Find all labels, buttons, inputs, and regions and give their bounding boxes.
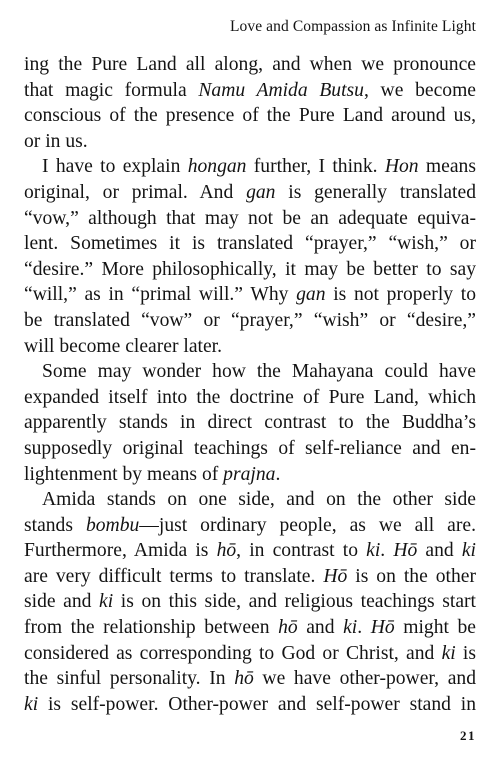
text-line bbox=[24, 487, 476, 513]
text-segment: supposedly original teachings of self-reliance and en- bbox=[24, 437, 476, 459]
text-segment: and bbox=[417, 540, 462, 562]
text-segment: is not properly to bbox=[325, 284, 476, 306]
text-line bbox=[24, 666, 476, 692]
body-text bbox=[24, 52, 476, 717]
italic-term: ki bbox=[343, 617, 358, 639]
text-segment: “desire.” More philosophically, it may be better to say bbox=[24, 258, 476, 280]
text-segment: stands bbox=[24, 514, 86, 536]
text-segment: lent. Sometimes it is translated “prayer,” “wish,” or bbox=[24, 233, 476, 255]
text-line bbox=[24, 641, 476, 667]
text-segment: conscious of the presence of the Pure Land around us, bbox=[24, 105, 476, 127]
text-segment: are very difficult terms to translate. bbox=[24, 565, 324, 587]
text-line bbox=[24, 180, 476, 206]
italic-term: Hon bbox=[384, 156, 419, 178]
text-line bbox=[24, 52, 476, 78]
text-segment: Some may wonder how the Mahayana could have bbox=[42, 361, 476, 383]
text-segment: further, I think. bbox=[246, 156, 385, 178]
text-line bbox=[24, 436, 476, 462]
text-segment: from the relationship between bbox=[24, 617, 279, 639]
text-line bbox=[24, 103, 476, 129]
text-line bbox=[24, 334, 476, 360]
text-line bbox=[24, 513, 476, 539]
page-number: 21 bbox=[460, 728, 476, 743]
text-line bbox=[24, 385, 476, 411]
italic-term: ki bbox=[441, 642, 456, 664]
italic-term: prajna bbox=[223, 463, 276, 485]
italic-term: Hō bbox=[393, 540, 418, 562]
text-line bbox=[24, 538, 476, 564]
text-segment: is on the other bbox=[347, 565, 476, 587]
text-segment: I have to explain bbox=[42, 156, 188, 178]
text-line bbox=[24, 589, 476, 615]
text-segment: lightenment by means of bbox=[24, 463, 224, 485]
text-line bbox=[24, 410, 476, 436]
text-segment: means bbox=[418, 156, 476, 178]
text-segment: “will,” as in “primal will.” Why bbox=[24, 284, 297, 306]
text-segment: might be bbox=[394, 617, 477, 639]
text-line bbox=[24, 308, 476, 334]
text-segment: the sinful personality. In bbox=[24, 668, 235, 690]
text-line bbox=[24, 282, 476, 308]
text-segment: is bbox=[455, 642, 477, 664]
text-segment: . bbox=[380, 540, 394, 562]
text-line bbox=[24, 129, 476, 155]
text-segment: “vow,” although that may not be an adequate equiva- bbox=[24, 207, 476, 229]
text-segment: is self-power. Other-power and self-power stand in bbox=[38, 693, 476, 715]
italic-term: hō bbox=[216, 540, 237, 562]
italic-term: Hō bbox=[370, 617, 395, 639]
text-segment: is generally translated bbox=[275, 181, 476, 203]
text-line bbox=[24, 78, 476, 104]
text-line bbox=[24, 462, 476, 488]
text-segment: apparently stands in direct contrast to the Buddha’s bbox=[24, 412, 476, 434]
text-segment: . bbox=[357, 617, 371, 639]
text-segment: that magic formula bbox=[24, 79, 199, 101]
italic-term: Namu Amida Butsu bbox=[198, 79, 364, 101]
text-line bbox=[24, 692, 476, 718]
italic-term: gan bbox=[296, 284, 326, 306]
text-segment: or in us. bbox=[24, 130, 88, 152]
text-segment: ing the Pure Land all along, and when we pronounce bbox=[24, 54, 476, 75]
text-line bbox=[24, 231, 476, 257]
text-line bbox=[24, 257, 476, 283]
italic-term: ki bbox=[24, 693, 39, 715]
italic-term: hō bbox=[278, 617, 298, 639]
text-line bbox=[24, 359, 476, 385]
text-segment: side and bbox=[24, 591, 100, 613]
text-line bbox=[24, 615, 476, 641]
italic-term: Hō bbox=[323, 565, 348, 587]
text-segment: and bbox=[297, 617, 344, 639]
text-segment: be translated “vow” or “prayer,” “wish” or “desire,” bbox=[24, 309, 476, 331]
text-segment: Furthermore, Amida is bbox=[24, 540, 217, 562]
italic-term: hō bbox=[234, 668, 254, 690]
italic-term: ki bbox=[99, 591, 114, 613]
italic-term: gan bbox=[246, 181, 276, 203]
italic-term: ki bbox=[366, 540, 381, 562]
text-segment: expanded itself into the doctrine of Pure Land, which bbox=[24, 386, 476, 408]
text-line bbox=[24, 206, 476, 232]
text-segment: will become clearer later. bbox=[24, 335, 223, 357]
italic-term: bombu bbox=[85, 514, 140, 536]
text-segment: is on this side, and religious teachings start bbox=[113, 591, 476, 613]
text-segment: , we become bbox=[363, 79, 477, 101]
text-segment: we have other-power, and bbox=[253, 668, 476, 690]
text-segment: considered as corresponding to God or Christ, and bbox=[24, 642, 442, 664]
text-segment: , in contrast to bbox=[236, 540, 367, 562]
running-head: Love and Compassion as Infinite Light bbox=[229, 18, 476, 35]
text-segment: . bbox=[275, 463, 281, 485]
italic-term: ki bbox=[461, 540, 476, 562]
italic-term: hongan bbox=[187, 156, 247, 178]
text-segment: Amida stands on one side, and on the other side bbox=[42, 489, 476, 511]
text-line bbox=[24, 154, 476, 180]
text-segment: —just ordinary people, as we all are. bbox=[139, 514, 476, 536]
text-segment: original, or primal. And bbox=[24, 181, 247, 203]
text-line bbox=[24, 564, 476, 590]
